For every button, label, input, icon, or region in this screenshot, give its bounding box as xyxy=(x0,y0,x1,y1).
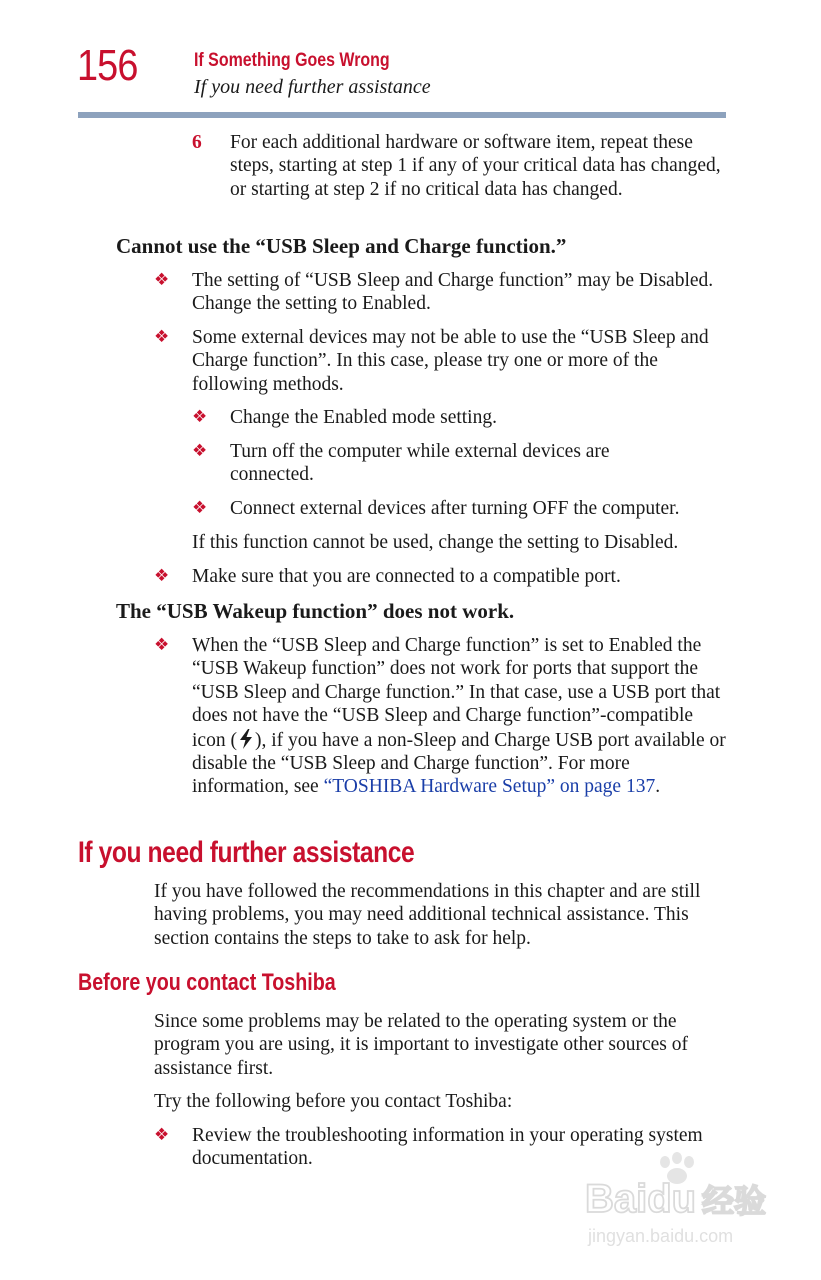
usb-sleep-heading: Cannot use the “USB Sleep and Charge function.” xyxy=(116,234,567,258)
lightning-bolt-icon xyxy=(237,728,255,750)
step-text: For each additional hardware or software item, repeat these steps, starting at step 1 if any of your critical data has changed, or starting at step 2 if no critical data has changed. xyxy=(230,132,721,200)
baidu-watermark xyxy=(580,1150,780,1250)
sub-bullet-item: Connect external devices after turning OFF the computer. xyxy=(230,498,680,519)
diamond-bullet-icon: ❖ xyxy=(154,635,170,655)
usb-wakeup-text-1: When the “USB Sleep and Charge function” is set to Enabled the “USB Wakeup function” does not work for ports that support the “USB Sleep and Charge function.” In that case, use a USB port that does not have the “USB Sleep and Charge function”-compatible icon ( xyxy=(192,635,721,751)
diamond-bullet-icon: ❖ xyxy=(192,441,208,461)
step-number: 6 xyxy=(192,132,202,153)
further-assistance-paragraph: If you have followed the recommendations in this chapter and are still having problems, you may need additional technical assistance. This section contains the steps to take to ask for help. xyxy=(154,881,701,949)
before-contact-heading: Before you contact Toshiba xyxy=(78,969,336,996)
watermark-url: jingyan.baidu.com xyxy=(588,1226,734,1246)
usb-wakeup-bullet xyxy=(192,634,727,799)
diamond-bullet-icon: ❖ xyxy=(192,407,208,427)
usb-wakeup-heading: The “USB Wakeup function” does not work. xyxy=(116,599,515,623)
usb-wakeup-text-end: . xyxy=(655,776,661,798)
before-contact-bullet-1: Review the troubleshooting information in your operating system documentation. xyxy=(192,1125,703,1170)
usb-sleep-note: If this function cannot be used, change the setting to Disabled. xyxy=(192,532,679,553)
toshiba-hardware-setup-link[interactable]: “TOSHIBA Hardware Setup” on page 137 xyxy=(323,776,656,798)
further-assistance-heading: If you need further assistance xyxy=(78,836,415,869)
usb-sleep-bullet-1: The setting of “USB Sleep and Charge function” may be Disabled. Change the setting to Enabled. xyxy=(192,270,714,315)
sub-bullet-item: Change the Enabled mode setting. xyxy=(230,407,497,428)
before-contact-paragraph-1: Since some problems may be related to the operating system or the program you are using, it is important to investigate other sources of assistance first. xyxy=(154,1011,688,1079)
diamond-bullet-icon: ❖ xyxy=(192,498,208,518)
before-contact-paragraph-2: Try the following before you contact Toshiba: xyxy=(154,1091,513,1112)
usb-sleep-bullet-2: Some external devices may not be able to use the “USB Sleep and Charge function”. In this case, please try one or more of the following methods. xyxy=(192,327,709,395)
diamond-bullet-icon: ❖ xyxy=(154,566,170,586)
chapter-title: If Something Goes Wrong xyxy=(194,50,390,71)
watermark-suffix: 经验 xyxy=(702,1183,767,1219)
watermark-brand: Baidu xyxy=(585,1177,697,1221)
sub-bullet-item: Turn off the computer while external devices are connected. xyxy=(230,441,610,486)
usb-wakeup-text-2: ), if you have a non-Sleep and Charge USB port available or disable the “USB Sleep and Charge function”. For more information, see xyxy=(192,729,726,798)
page-number: 156 xyxy=(77,41,138,90)
diamond-bullet-icon: ❖ xyxy=(154,327,170,347)
running-section-title: If you need further assistance xyxy=(194,76,431,98)
diamond-bullet-icon: ❖ xyxy=(154,270,170,290)
header-rule xyxy=(78,112,726,118)
usb-sleep-bullet-3: Make sure that you are connected to a compatible port. xyxy=(192,566,621,587)
diamond-bullet-icon: ❖ xyxy=(154,1125,170,1145)
